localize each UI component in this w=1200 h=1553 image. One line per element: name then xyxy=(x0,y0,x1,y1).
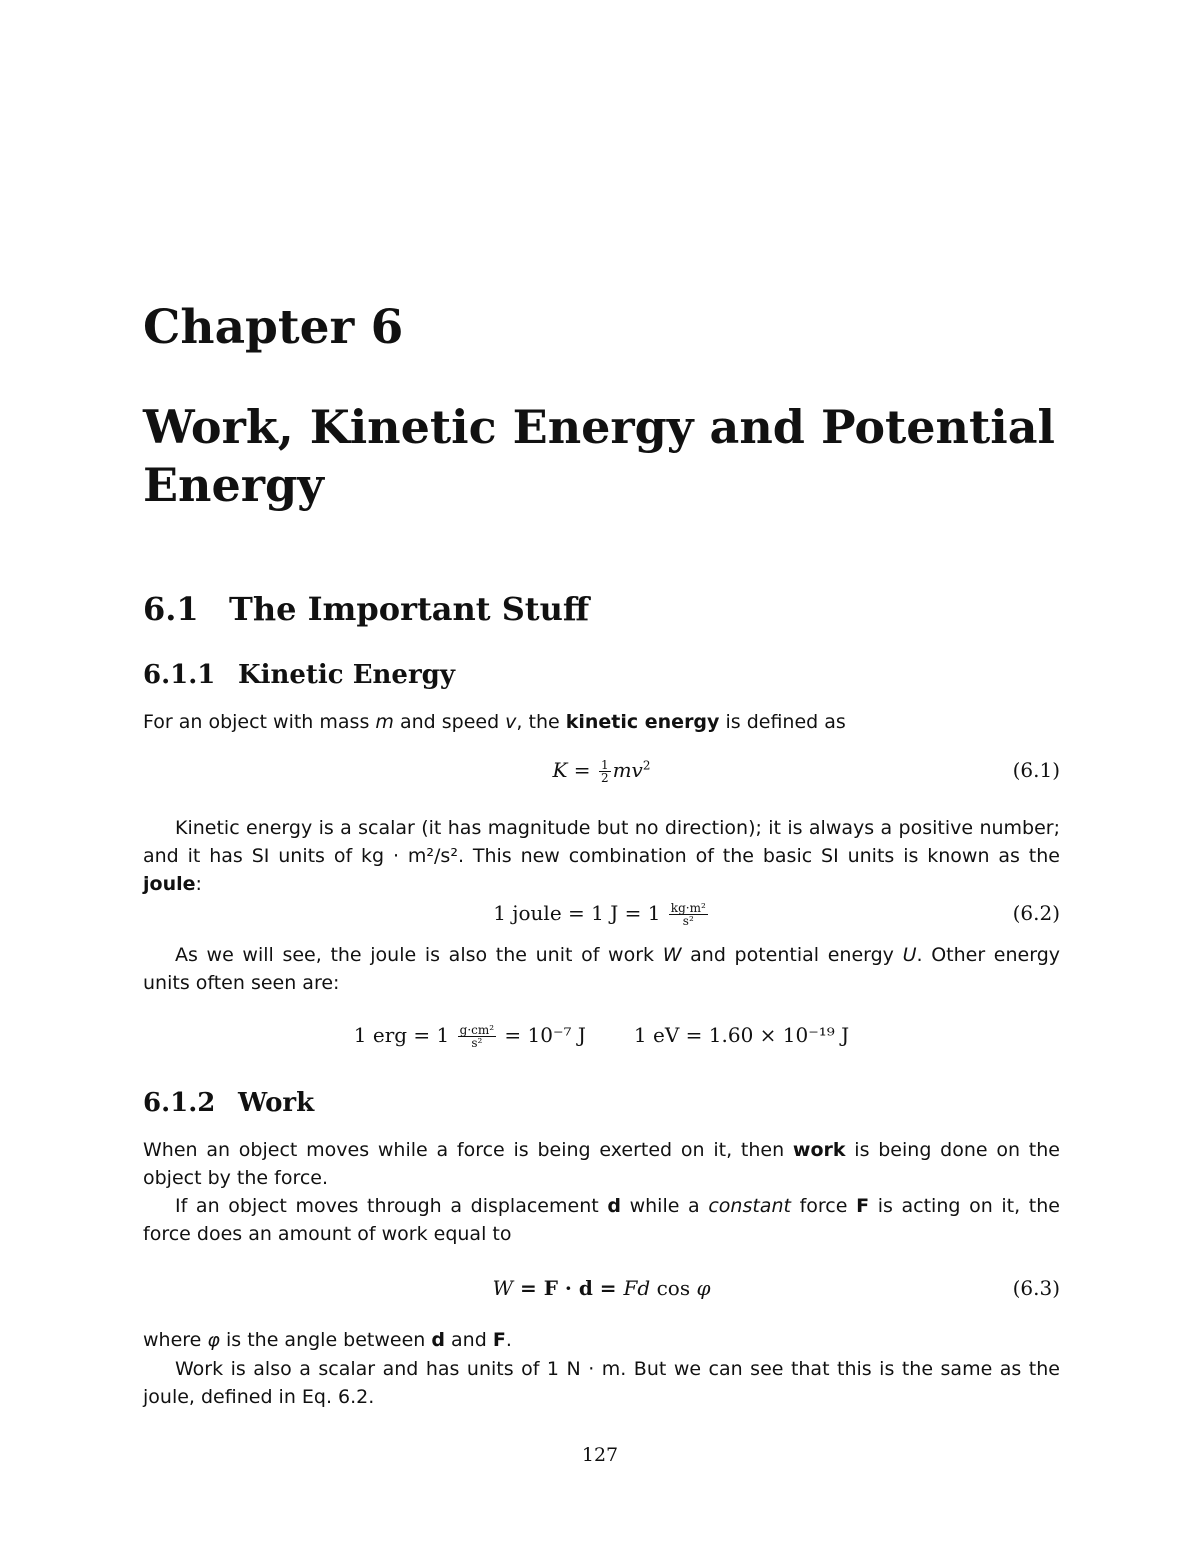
subsection-heading-work xyxy=(143,1088,314,1118)
text: For an object with mass xyxy=(143,711,376,733)
emph-constant: constant xyxy=(708,1195,791,1217)
text: is being done on the object by the force. xyxy=(143,1139,1060,1189)
var-F: F xyxy=(492,1329,506,1351)
eq-sign: = xyxy=(567,758,597,782)
eq-phi: φ xyxy=(696,1276,711,1300)
text: . Other energy units often seen are: xyxy=(143,944,1061,994)
fraction xyxy=(669,902,708,927)
equation-6-2 xyxy=(143,895,1060,935)
equation-tag: (6.1) xyxy=(1012,758,1060,782)
denominator: s² xyxy=(682,914,694,928)
erg-rhs: = 10⁻⁷ J xyxy=(498,1023,586,1047)
eq-Fd: Fd xyxy=(623,1276,651,1300)
equation-6-1 xyxy=(143,752,1060,792)
text: and potential energy xyxy=(681,944,903,966)
eq-W: W xyxy=(492,1276,514,1300)
denominator: s² xyxy=(471,1036,483,1050)
text: : xyxy=(195,873,202,895)
text: If an object moves through a displacement xyxy=(175,1195,608,1217)
var-phi: φ xyxy=(207,1329,220,1351)
paragraph-kinetic-scalar xyxy=(143,814,1060,898)
chapter-title: Work, Kinetic Energy and Potential Energy xyxy=(143,400,1055,512)
section-heading xyxy=(143,590,589,628)
subsection-title: Work xyxy=(238,1088,315,1118)
text: while a xyxy=(620,1195,709,1217)
text: is the angle between xyxy=(219,1329,432,1351)
ev-definition: 1 eV = 1.60 × 10⁻¹⁹ J xyxy=(633,1023,850,1047)
text: When an object moves while a force is being exerted on it, then xyxy=(143,1139,793,1161)
var-v: v xyxy=(505,711,517,733)
text: is acting on it, the force does an amount of work equal to xyxy=(143,1195,1060,1245)
eq-dot-product: = F · d = xyxy=(513,1276,624,1300)
section-title: The Important Stuff xyxy=(229,590,590,628)
var-W: W xyxy=(662,944,682,966)
eq-exponent: 2 xyxy=(642,758,651,773)
subsection-number: 6.1.1 xyxy=(143,660,216,690)
text: , the xyxy=(516,711,566,733)
text: is defined as xyxy=(719,711,846,733)
denominator: 2 xyxy=(600,771,609,785)
eq-lhs: 1 joule = 1 J = 1 xyxy=(493,901,667,925)
var-d: d xyxy=(607,1195,621,1217)
text: and xyxy=(445,1329,493,1351)
var-d: d xyxy=(431,1329,445,1351)
fraction xyxy=(599,759,611,784)
paragraph-work-units: Work is also a scalar and has units of 1 N · m. But we can see that this is the same as the joule, defined in Eq. 6.2. xyxy=(143,1358,1060,1408)
text: . xyxy=(505,1329,512,1351)
eq-lhs: K xyxy=(552,758,568,782)
text: and speed xyxy=(393,711,506,733)
subsection-heading-kinetic xyxy=(143,660,455,690)
numerator: kg·m² xyxy=(670,901,706,915)
equation-tag: (6.2) xyxy=(1012,901,1060,925)
equation-tag: (6.3) xyxy=(1012,1276,1060,1300)
page-number: 127 xyxy=(581,1444,619,1466)
text: Kinetic energy is a scalar (it has magnitude but no direction); it is always a positive number; and it has SI units of xyxy=(143,817,1060,867)
text: As we will see, the joule is also the unit of work xyxy=(175,944,663,966)
text: where xyxy=(143,1329,208,1351)
numerator: 1 xyxy=(600,758,609,772)
units: kg · m²/s² xyxy=(361,845,458,867)
erg-lhs: 1 erg = 1 xyxy=(353,1023,456,1047)
paragraph-joule-units xyxy=(143,941,1060,997)
eq-cos: cos xyxy=(650,1276,697,1300)
chapter-label: Chapter 6 xyxy=(143,300,404,355)
var-m: m xyxy=(375,711,394,733)
paragraph-angle xyxy=(143,1326,1060,1354)
eq-mv: mv xyxy=(612,758,643,782)
text: . This new combination of the basic SI units is known as the xyxy=(457,845,1060,867)
paragraph-work-intro xyxy=(143,1136,1060,1192)
paragraph-kinetic-definition xyxy=(143,708,1060,736)
fraction xyxy=(458,1024,496,1049)
equation-6-3 xyxy=(143,1270,1060,1310)
term-work: work xyxy=(792,1139,846,1161)
var-U: U xyxy=(902,944,917,966)
section-number: 6.1 xyxy=(143,590,199,628)
term-joule: joule xyxy=(143,873,196,895)
subsection-title: Kinetic Energy xyxy=(238,660,455,690)
numerator: g·cm² xyxy=(459,1023,495,1037)
text: force xyxy=(790,1195,857,1217)
var-F: F xyxy=(856,1195,870,1217)
paragraph-work-constant-force xyxy=(143,1192,1060,1248)
equation-energy-units xyxy=(143,1017,1060,1057)
subsection-number: 6.1.2 xyxy=(143,1088,216,1118)
term-kinetic-energy: kinetic energy xyxy=(565,711,720,733)
